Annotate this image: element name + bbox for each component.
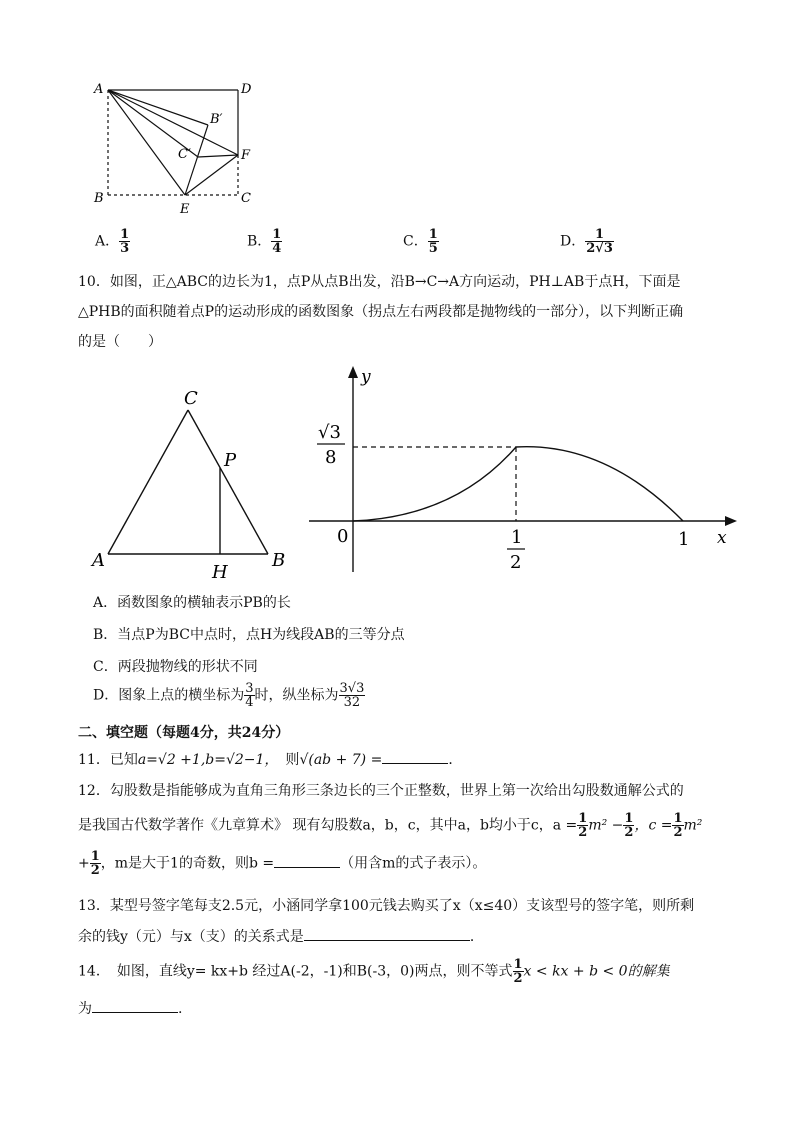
q9-option-c[interactable]: [403, 228, 439, 255]
label-B-prime: B′: [210, 112, 223, 127]
y-axis-label: y: [361, 367, 371, 387]
q12-c-prefix: ，c =: [634, 817, 673, 834]
q10-option-a[interactable]: A．函数图象的横轴表示PB的长: [93, 595, 291, 611]
q12-line1: 12．勾股数是指能够成为直角三角形三条边长的三个正整数，世界上第一次给出勾股数通解公式的: [78, 783, 684, 799]
q10-option-d[interactable]: [93, 682, 365, 709]
option-d-x-fraction: $\frac{3}{4}$: [245, 681, 254, 710]
xone-label: 1: [678, 529, 690, 550]
label-B: B: [94, 191, 104, 206]
x-axis-label: x: [717, 528, 727, 548]
q10-triangle-figure: [88, 382, 298, 582]
label-A: A: [94, 82, 104, 97]
q14-answer-blank[interactable]: [92, 998, 178, 1013]
ymax-numerator: √3: [318, 422, 341, 443]
q9-option-b[interactable]: [247, 228, 282, 255]
option-letter: D．: [560, 233, 586, 250]
q13-line2-suffix: ．: [469, 929, 484, 945]
option-fraction: $\frac{1}{2√3}$: [586, 227, 613, 256]
q14-fraction: $\frac{1}{2}$: [513, 957, 523, 986]
q12-line3-fraction: $\frac{1}{2}$: [90, 849, 100, 878]
q12-answer-blank[interactable]: [274, 853, 340, 868]
q11-mid: 则: [271, 752, 300, 768]
q12-a-fraction2: $\frac{1}{2}$: [624, 811, 634, 840]
q12-c-fraction: $\frac{1}{2}$: [673, 811, 683, 840]
q14-line1: [78, 958, 670, 985]
q13-line2: [78, 926, 484, 946]
q9-figure: [80, 75, 270, 220]
segment-C-prime-F: [198, 155, 238, 157]
segment-AE: [108, 90, 185, 195]
q10-option-b[interactable]: B．当点P为BC中点时，点H为线段AB的三等分点: [93, 627, 405, 643]
option-fraction: $\frac{1}{3}$: [120, 227, 130, 256]
q12-line2: [78, 812, 702, 839]
option-letter: B．: [247, 233, 272, 250]
q12-line3-plus: +: [78, 855, 90, 872]
q14-line1-suffix: x < kx + b < 0的解集: [523, 963, 670, 980]
q11-expression2: √(ab + 7) =: [299, 752, 383, 768]
origin-label: 0: [337, 526, 349, 547]
label-F: F: [241, 148, 251, 163]
label-B: B: [272, 550, 286, 571]
q12-line3-mid: ，m是大于1的奇数，则b =: [100, 855, 275, 872]
q11-expression: a=√2 +1,b=√2−1，: [137, 752, 272, 768]
y-axis-arrow: [348, 366, 358, 378]
label-C-prime: C′: [178, 147, 191, 162]
ymax-denominator: 8: [325, 447, 337, 468]
segment-EF: [185, 155, 238, 195]
side-AC: [108, 410, 188, 554]
q13-line2-text: 余的钱y（元）与x（支）的关系式是: [78, 929, 304, 945]
option-fraction: $\frac{1}{4}$: [272, 227, 282, 256]
q10-option-c[interactable]: C．两段抛物线的形状不同: [93, 659, 258, 675]
xhalf-numerator: 1: [511, 527, 523, 548]
q9-option-a[interactable]: [95, 228, 130, 255]
option-fraction: $\frac{1}{5}$: [428, 227, 438, 256]
section-title: 二、填空题（每题4分，共24分）: [78, 725, 290, 741]
label-P: P: [224, 450, 237, 471]
q11: [78, 749, 462, 769]
segment-AB-prime: [108, 90, 208, 125]
q12-a-fraction: $\frac{1}{2}$: [578, 811, 588, 840]
q10-line2: △PHB的面积随着点P的运动形成的函数图象（拐点左右两段都是抛物线的一部分），以下判断正确: [78, 304, 684, 320]
option-d-y-fraction: $\frac{3√3}{32}$: [339, 681, 365, 710]
q12-c-suffix: m²: [683, 817, 703, 834]
q10-line1: 10．如图，正△ABC的边长为1，点P从点B出发，沿B→C→A方向运动，PH⊥AB于点H，下面是: [78, 274, 681, 290]
label-A: A: [92, 550, 105, 571]
side-BC: [188, 410, 268, 554]
option-letter: A．: [95, 233, 120, 250]
option-letter: C．: [403, 233, 428, 250]
label-D: D: [241, 82, 252, 97]
q10-function-graph: [305, 362, 745, 577]
label-C: C: [184, 388, 198, 409]
q12-line2-text: 是我国古代数学著作《九章算术》 现有勾股数a，b，c，其中a，b均小于c，a =: [78, 817, 578, 834]
q12-a-mid: m² −: [588, 817, 624, 834]
option-d-mid: 时，纵坐标为: [254, 687, 339, 704]
q14-line1-text: 14． 如图，直线y= kx+b 经过A(-2，-1)和B(-3，0)两点，则不等式: [78, 963, 513, 980]
xhalf-denominator: 2: [510, 552, 522, 573]
parabola-left: [353, 447, 516, 521]
q14-line2-suffix: .: [178, 1001, 183, 1017]
q14-line2: [78, 998, 182, 1018]
q11-answer-blank[interactable]: [382, 749, 448, 764]
label-C: C: [241, 191, 251, 206]
q13-line1: 13．某型号签字笔每支2.5元，小涵同学拿100元钱去购买了x（x≤40）支该型号的签字笔，则所剩: [78, 898, 695, 914]
q12-line3-suffix: （用含m的式子表示）。: [340, 855, 487, 872]
q11-suffix: ．: [448, 752, 463, 768]
q10-line3: 的是（ ）: [78, 334, 162, 350]
x-axis-arrow: [725, 516, 737, 526]
label-E: E: [180, 202, 190, 217]
label-H: H: [212, 562, 228, 582]
q13-answer-blank[interactable]: [304, 926, 470, 941]
option-d-prefix: D．图象上点的横坐标为: [93, 687, 245, 704]
q9-option-d[interactable]: [560, 228, 614, 255]
q11-prefix: 11．已知: [78, 752, 138, 768]
parabola-right: [516, 447, 683, 521]
q12-line3: [78, 850, 486, 877]
q14-line2-text: 为: [78, 1001, 92, 1017]
